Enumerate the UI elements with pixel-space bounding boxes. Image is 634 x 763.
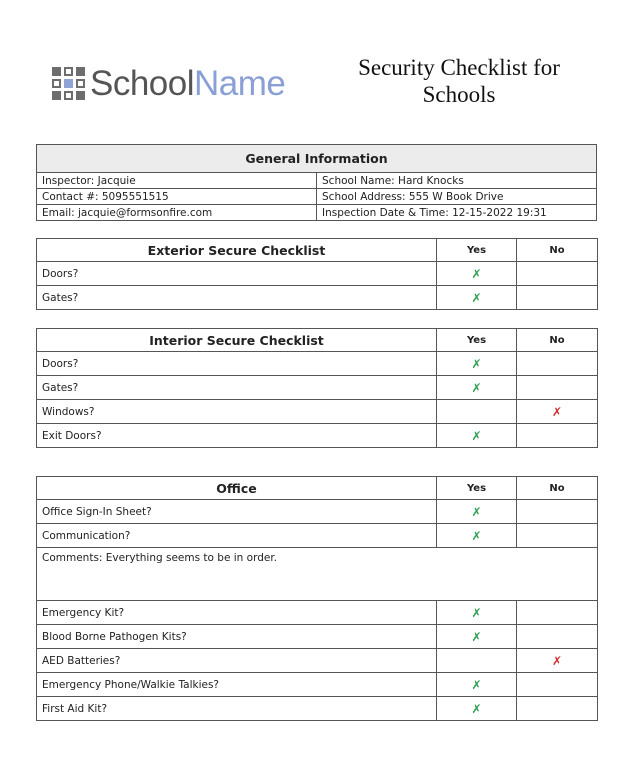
yes-column-header: Yes	[437, 239, 517, 262]
no-cell-empty	[517, 697, 598, 721]
interior-header-row	[37, 329, 598, 352]
checklist-row-blood-borne-pathogen-kits	[37, 625, 598, 649]
checklist-row-interior-doors	[37, 352, 598, 376]
no-cell-empty	[517, 376, 598, 400]
logo-text-name: Name	[194, 64, 286, 103]
item-label: Windows?	[37, 400, 437, 424]
item-label: Office Sign-In Sheet?	[37, 500, 437, 524]
checklist-row-interior-gates	[37, 376, 598, 400]
yes-cell-empty	[437, 649, 517, 673]
item-label: Gates?	[37, 376, 437, 400]
yes-checkmark-icon: ✗	[437, 673, 517, 697]
yes-checkmark-icon: ✗	[437, 500, 517, 524]
yes-checkmark-icon: ✗	[437, 524, 517, 548]
item-label: AED Batteries?	[37, 649, 437, 673]
interior-checklist-table	[36, 328, 598, 448]
checklist-row-interior-windows	[37, 400, 598, 424]
exterior-heading: Exterior Secure Checklist	[37, 239, 437, 262]
checklist-row-office-communication	[37, 524, 598, 548]
exterior-header-row	[37, 239, 598, 262]
checklist-row-aed-batteries	[37, 649, 598, 673]
yes-checkmark-icon: ✗	[437, 697, 517, 721]
checklist-row-interior-exit-doors	[37, 424, 598, 448]
comments-text: Comments: Everything seems to be in order.	[37, 548, 598, 601]
yes-checkmark-icon: ✗	[437, 424, 517, 448]
item-label: Communication?	[37, 524, 437, 548]
general-info-row	[37, 205, 597, 221]
no-cell-empty	[517, 524, 598, 548]
checklist-row-exterior-doors	[37, 262, 598, 286]
item-label: Blood Borne Pathogen Kits?	[37, 625, 437, 649]
general-info-row	[37, 173, 597, 189]
school-address-field: School Address: 555 W Book Drive	[317, 189, 597, 205]
yes-checkmark-icon: ✗	[437, 601, 517, 625]
no-cell-empty	[517, 500, 598, 524]
yes-checkmark-icon: ✗	[437, 352, 517, 376]
checklist-row-first-aid-kit	[37, 697, 598, 721]
general-info-heading: General Information	[37, 145, 597, 173]
checklist-row-office-sign-in-sheet	[37, 500, 598, 524]
yes-checkmark-icon: ✗	[437, 286, 517, 310]
no-cross-icon: ✗	[517, 649, 598, 673]
exterior-checklist-table	[36, 238, 598, 310]
yes-column-header: Yes	[437, 329, 517, 352]
inspector-field: Inspector: Jacquie	[37, 173, 317, 189]
item-label: Doors?	[37, 262, 437, 286]
no-cell-empty	[517, 424, 598, 448]
no-cell-empty	[517, 601, 598, 625]
document-title	[330, 54, 588, 108]
no-cell-empty	[517, 673, 598, 697]
no-cross-icon: ✗	[517, 400, 598, 424]
no-column-header: No	[517, 329, 598, 352]
office-header-row	[37, 477, 598, 500]
item-label: Gates?	[37, 286, 437, 310]
checklist-row-emergency-phone	[37, 673, 598, 697]
email-field: Email: jacquie@formsonfire.com	[37, 205, 317, 221]
school-logo	[52, 66, 285, 101]
no-column-header: No	[517, 477, 598, 500]
item-label: Doors?	[37, 352, 437, 376]
no-column-header: No	[517, 239, 598, 262]
item-label: Exit Doors?	[37, 424, 437, 448]
logo-grid-icon	[52, 67, 85, 100]
yes-checkmark-icon: ✗	[437, 625, 517, 649]
general-info-row	[37, 189, 597, 205]
yes-checkmark-icon: ✗	[437, 262, 517, 286]
no-cell-empty	[517, 286, 598, 310]
no-cell-empty	[517, 625, 598, 649]
contact-field: Contact #: 5095551515	[37, 189, 317, 205]
no-cell-empty	[517, 262, 598, 286]
comments-row	[37, 548, 598, 601]
checklist-row-emergency-kit	[37, 601, 598, 625]
office-heading: Office	[37, 477, 437, 500]
logo-text-school: School	[90, 64, 195, 103]
item-label: Emergency Phone/Walkie Talkies?	[37, 673, 437, 697]
item-label: Emergency Kit?	[37, 601, 437, 625]
inspection-datetime-field: Inspection Date & Time: 12-15-2022 19:31	[317, 205, 597, 221]
logo-text	[90, 66, 285, 101]
item-label: First Aid Kit?	[37, 697, 437, 721]
general-info-header-row	[37, 145, 597, 173]
yes-column-header: Yes	[437, 477, 517, 500]
yes-checkmark-icon: ✗	[437, 376, 517, 400]
interior-heading: Interior Secure Checklist	[37, 329, 437, 352]
school-name-field: School Name: Hard Knocks	[317, 173, 597, 189]
general-info-table	[36, 144, 597, 221]
yes-cell-empty	[437, 400, 517, 424]
title-line-2: Schools	[422, 82, 496, 107]
office-checklist-table	[36, 476, 598, 721]
title-line-1: Security Checklist for	[358, 55, 560, 80]
checklist-row-exterior-gates	[37, 286, 598, 310]
no-cell-empty	[517, 352, 598, 376]
